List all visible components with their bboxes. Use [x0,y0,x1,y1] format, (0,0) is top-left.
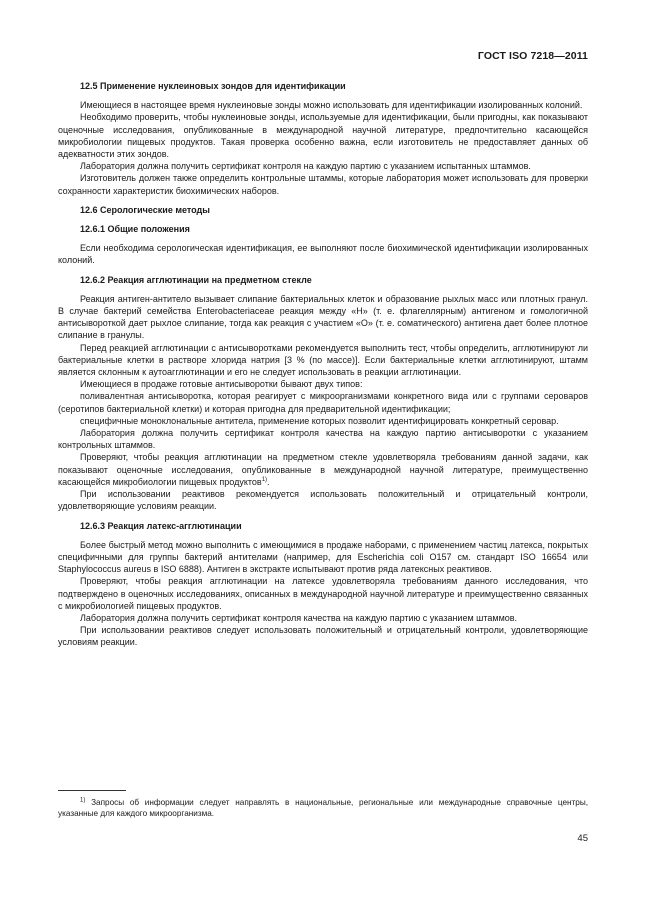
body-text [58,80,588,649]
paragraph: Лаборатория должна получить сертификат контроля качества на каждую партию антисыворотки с указанием контрольных штаммов. [58,428,588,451]
paragraph: При использовании реактивов рекомендуется использовать положительный и отрицательный контроли, удовлетворяющие условиям реакции. [58,489,588,512]
footnote-marker: 1) [80,797,86,804]
paragraph: Имеющиеся в настоящее время нуклеиновые зонды можно использовать для идентификации изолированных колоний. [80,100,583,111]
paragraph: Реакция антиген-антитело вызывает слипание бактериальных клеток и образование рыхлых масс или плотных гранул. В случае бактерий семейства Enterobacteriaceae реакция между «Н» (т. е. флагеллярным) антигеном и гомологичной антисывороткой дает рыхлое слипание, тогда как реакция с участием «О» (т. е. соматического) антигена дает более плотное слипание в гранулы. [58,293,588,341]
page-number: 45 [577,833,588,844]
paragraph: Имеющиеся в продаже готовые антисыворотки бывают двух типов: [80,379,363,390]
paragraph: Изготовитель должен также определить контрольные штаммы, которые лаборатория может использовать для проверки сохранности характеристик биохимических наборов. [58,173,588,196]
paragraph: Проверяют, чтобы реакция агглютинации на предметном стекле удовлетворяла требованиям данной задачи, как показывают оценочные исследования, опубликованные в международной научной литературе, преимущественно касающейся микробиологии пищевых продуктов$^{1)}$. [58,452,588,487]
section-heading-12-6-1: 12.6.1 Общие положения [80,224,190,235]
section-heading-12-6-3: 12.6.3 Реакция латекс-агглютинации [80,520,242,531]
paragraph: Проверяют, чтобы реакция агглютинации на латексе удовлетворяла требованиям данного исследования, что подтверждено в оценочных исследованиях, описанных в международной научной литературе и преимущественно связанных с микробиологией пищевых продуктов. [58,576,588,611]
section-heading-12-5: 12.5 Применение нуклеиновых зондов для идентификации [80,81,346,91]
paragraph: Перед реакцией агглютинации с антисыворотками рекомендуется выполнить тест, чтобы определить, агглютинируют ли бактериальные клетки в растворе хлорида натрия [3 % (по массе)]. Если бактериальные клетки агглютинируют, штамм является склонным к аутоагглютинации и его не следует использовать в реакции агглютинации. [58,342,588,378]
paragraph: При использовании реактивов следует использовать положительный и отрицательный контроли, удовлетворяющие условиям реакции. [58,625,588,648]
standard-designation: ГОСТ ISO 7218—2011 [477,50,588,62]
footnote-reference[interactable]: 1) [261,476,268,483]
footnote-divider [58,790,126,791]
paragraph: Лаборатория должна получить сертификат контроля на каждую партию с указанием испытанных штаммов. [80,161,531,172]
paragraph: Лаборатория должна получить сертификат контроля качества на каждую партию с указанием штаммов. [80,612,518,623]
section-heading-12-6-2: 12.6.2 Реакция агглютинации на предметном стекле [80,274,312,285]
footnote-text: Запросы об информации следует направлять в национальные, региональные или международные справочные центры, указанные для каждого микроорганизма. [58,798,588,818]
paragraph: Необходимо проверить, чтобы нуклеиновые зонды, используемые для идентификации, были пригодны, как показывают оценочные исследования, опубликованные в международной научной литературе, предпочтительно касающейся микробиологии пищевых продуктов. Такая проверка особенно важна, если изготовитель не предоставляет данных об адекватности этих зондов. [58,112,588,160]
paragraph: Более быстрый метод можно выполнить с имеющимися в продаже наборами, с применением частиц латекса, покрытых специфичными для группы бактерий антителами (например, для Escherichia coli O157 см. стандарт ISO 16654 или Staphylococcus aureus в ISO 6888). Антиген в экстракте испытывают против ряда латексных реактивов. [58,539,588,575]
footnote [58,797,588,819]
section-heading-12-6: 12.6 Серологические методы [80,204,210,215]
paragraph-text: Проверяют, чтобы реакция агглютинации на предметном стекле удовлетворяла требованиям данной задачи, как показывают оценочные исследования, опубликованные в международной научной литературе, преимущественно касающейся микробиологии пищевых продуктов [58,452,588,487]
paragraph: Если необходима серологическая идентификация, ее выполняют после биохимической идентификации изолированных колоний. [58,243,588,266]
list-item: поливалентная антисыворотка, которая реагирует с микроорганизмами конкретного вида или с группами сероваров (серотипов бактериальной клетки) и которая пригодна для предварительной идентификации; [58,391,588,414]
list-item: специфичные моноклональные антитела, применение которых позволит идентифицировать конкретный серовар. [80,415,559,426]
